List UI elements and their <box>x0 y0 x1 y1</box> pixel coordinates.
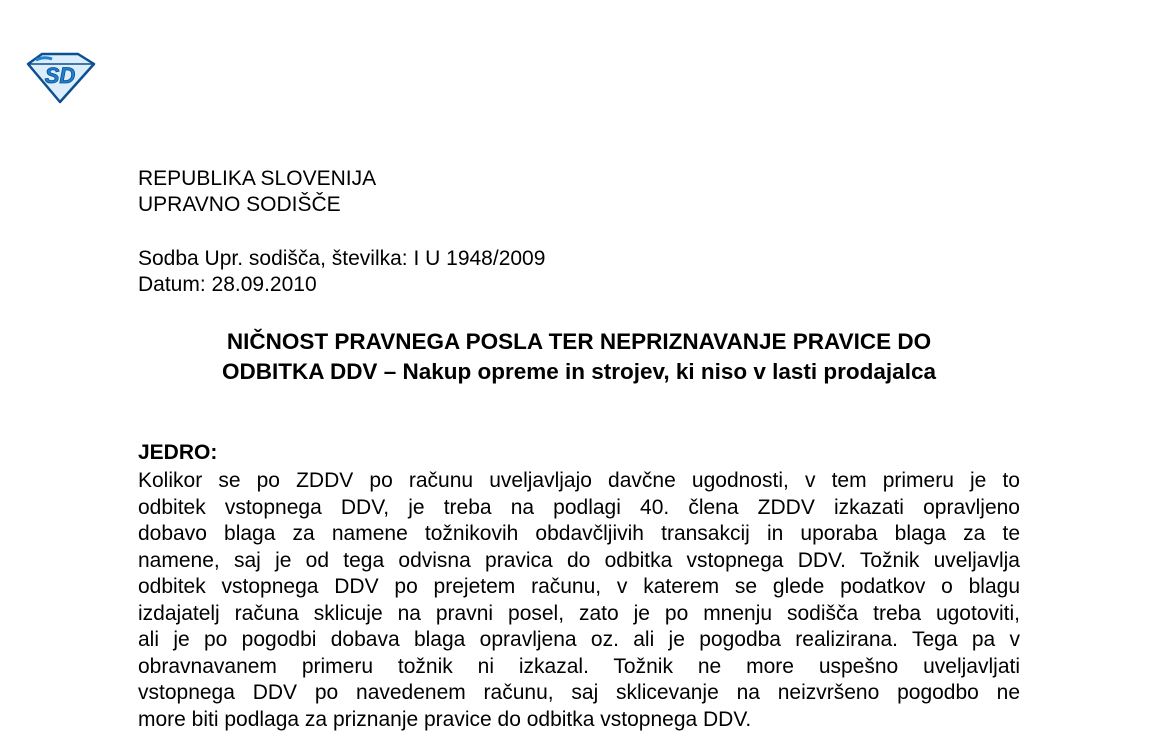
logo-text: SD <box>44 63 76 88</box>
document-title <box>138 327 1020 387</box>
paragraph-line: odbitek vstopnega DDV po prejetem računu, v katerem se glede podatkov o blagu <box>138 575 1020 598</box>
logo <box>22 50 96 104</box>
judgment-date: Datum: 28.09.2010 <box>138 273 317 296</box>
court-name: UPRAVNO SODIŠČE <box>138 193 341 216</box>
paragraph-line: more biti podlaga za priznanje pravice do odbitka vstopnega DDV. <box>138 707 752 731</box>
court-logo-icon <box>22 50 96 104</box>
paragraph-line: izdajatelj računa sklicuje na pravni posel, zato je po mnenju sodišča treba ugotoviti, <box>138 601 1020 625</box>
paragraph-line: odbitek vstopnega DDV, je treba na podlagi 40. člena ZDDV izkazati opravljeno <box>138 495 1020 519</box>
paragraph-line: ali je po pogodbi dobava blaga opravljena oz. ali je pogodba realizirana. Tega pa v <box>138 628 1020 651</box>
paragraph-line: namene, saj je od tega odvisna pravica do odbitka vstopnega DDV. Tožnik uveljavlja <box>138 548 1020 572</box>
court-header <box>138 166 376 218</box>
paragraph-line: obravnavanem primeru tožnik ni izkazal. Tožnik ne more uspešno uveljavljati <box>138 654 1020 678</box>
title-line: NIČNOST PRAVNEGA POSLA TER NEPRIZNAVANJE PRAVICE DO <box>226 329 932 354</box>
core-paragraph <box>138 468 1020 733</box>
judgment-meta <box>138 246 545 298</box>
country-name: REPUBLIKA SLOVENIJA <box>138 167 377 190</box>
paragraph-line: vstopnega DDV po navedenem računu, saj sklicevanje na neizvršeno pogodbo ne <box>138 681 1020 704</box>
paragraph-line: Kolikor se po ZDDV po računu uveljavljajo davčne ugodnosti, v tem primeru je to <box>138 469 1020 492</box>
core-heading: JEDRO: <box>138 441 218 464</box>
paragraph-line: dobavo blaga za namene tožnikovih obdavčljivih transakcij in uporaba blaga za te <box>138 522 1020 545</box>
judgment-number: Sodba Upr. sodišča, številka: I U 1948/2009 <box>138 247 546 270</box>
title-line: ODBITKA DDV – Nakup opreme in strojev, ki niso v lasti prodajalca <box>222 359 936 384</box>
